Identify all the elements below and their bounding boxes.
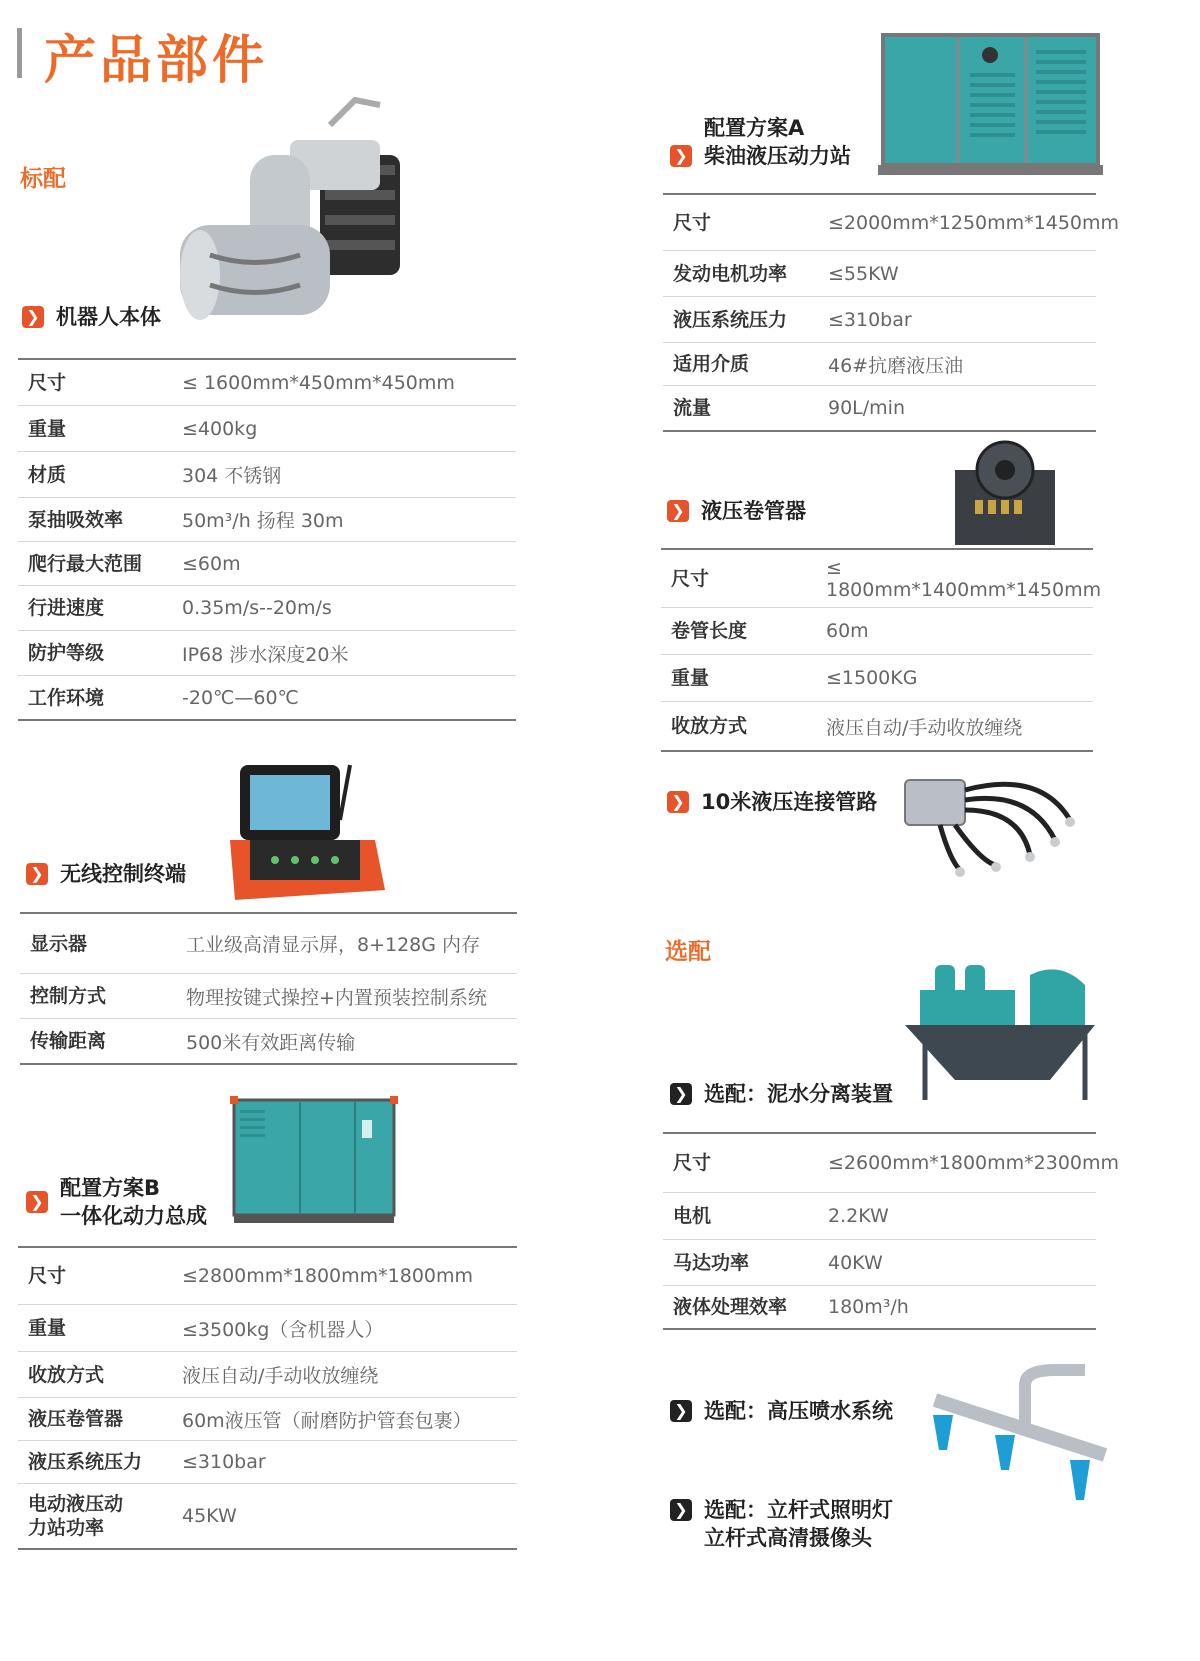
table-row bbox=[661, 702, 1093, 750]
hose-heading bbox=[667, 788, 877, 816]
spec-key: 尺寸 bbox=[28, 1265, 67, 1287]
spec-key bbox=[18, 1492, 182, 1540]
reel-title: 液压卷管器 bbox=[701, 499, 806, 523]
spec-key: 尺寸 bbox=[671, 567, 710, 590]
spray-title: 选配：高压喷水系统 bbox=[704, 1399, 893, 1423]
table-row bbox=[20, 974, 517, 1019]
spec-key: 发动电机功率 bbox=[673, 262, 788, 285]
spec-value: ≤55KW bbox=[828, 262, 899, 285]
table-row bbox=[18, 1441, 517, 1484]
spec-key: 液体处理效率 bbox=[673, 1296, 788, 1318]
spec-value: ≤3500kg（含机器人） bbox=[182, 1318, 384, 1341]
table-row bbox=[18, 631, 516, 676]
spec-key: 显示器 bbox=[30, 932, 88, 955]
spec-value: ≤310bar bbox=[828, 308, 912, 331]
chevron-right-icon: ❯ bbox=[667, 791, 689, 813]
table-row bbox=[18, 586, 516, 631]
table-row bbox=[18, 1305, 517, 1352]
spec-key: 传输距离 bbox=[30, 1030, 107, 1052]
spray-heading bbox=[670, 1397, 893, 1425]
spec-value: 0.35m/s--20m/s bbox=[182, 597, 332, 619]
mud-water-separator-image bbox=[900, 955, 1100, 1105]
plan-a-spec-table bbox=[663, 193, 1120, 432]
spec-value: ≤2600mm*1800mm*2300mm bbox=[828, 1152, 1120, 1174]
table-row bbox=[663, 297, 1096, 343]
plan-a-heading bbox=[670, 114, 851, 170]
spec-key: 重量 bbox=[28, 1317, 67, 1339]
chevron-right-icon: ❯ bbox=[667, 500, 689, 522]
table-row bbox=[18, 452, 516, 498]
spec-key: 行进速度 bbox=[28, 597, 105, 619]
spec-value: IP68 涉水深度20米 bbox=[182, 643, 349, 666]
table-row bbox=[663, 251, 1096, 297]
spec-key-line2: 力站功率 bbox=[28, 1517, 105, 1539]
table-row bbox=[18, 542, 516, 586]
spec-key: 收放方式 bbox=[671, 715, 748, 737]
lighting-title-line1: 选配：立杆式照明灯 bbox=[704, 1498, 893, 1522]
hose-title: 10米液压连接管路 bbox=[701, 790, 878, 814]
table-row bbox=[661, 550, 1102, 608]
wireless-title: 无线控制终端 bbox=[60, 862, 186, 886]
spec-value: ≤2800mm*1800mm*1800mm bbox=[182, 1265, 474, 1287]
table-row bbox=[663, 386, 1096, 430]
table-row bbox=[663, 1193, 1096, 1240]
lighting-heading bbox=[670, 1496, 893, 1552]
reel-spec-table bbox=[661, 548, 1102, 752]
spec-value: 40KW bbox=[828, 1251, 883, 1274]
chevron-right-icon: ❯ bbox=[26, 1191, 48, 1213]
table-row bbox=[18, 360, 516, 406]
table-row bbox=[661, 608, 1093, 655]
plan-b-spec-table bbox=[18, 1246, 517, 1550]
plan-b-title-line2: 一体化动力总成 bbox=[60, 1204, 207, 1228]
spec-key: 重量 bbox=[28, 417, 67, 440]
plan-b-heading bbox=[26, 1174, 207, 1230]
table-row bbox=[18, 676, 516, 719]
table-row bbox=[20, 914, 517, 974]
spec-value: ≤ 1800mm*1400mm*1450mm bbox=[826, 556, 1102, 601]
table-row bbox=[18, 1248, 517, 1305]
spec-value: ≤60m bbox=[182, 552, 241, 575]
plan-a-title-line2: 柴油液压动力站 bbox=[704, 144, 851, 168]
spec-key: 泵抽吸效率 bbox=[28, 508, 124, 531]
wireless-heading bbox=[26, 860, 186, 888]
separator-spec-table bbox=[663, 1132, 1120, 1330]
spec-value: -20℃—60℃ bbox=[182, 686, 299, 709]
title-accent-bar bbox=[17, 28, 22, 78]
spec-value: 液压自动/手动收放缠绕 bbox=[182, 1365, 379, 1387]
wireless-spec-table bbox=[20, 912, 517, 1065]
spec-key: 控制方式 bbox=[30, 985, 107, 1007]
chevron-right-icon: ❯ bbox=[670, 145, 692, 167]
table-row bbox=[18, 1398, 517, 1441]
spec-value: 304 不锈钢 bbox=[182, 465, 282, 487]
table-row bbox=[663, 1134, 1120, 1193]
spec-key: 卷管长度 bbox=[671, 620, 748, 642]
plan-a-title-block bbox=[704, 114, 851, 170]
spec-key: 流量 bbox=[673, 397, 712, 419]
wireless-controller-image bbox=[225, 760, 395, 905]
spec-key: 收放方式 bbox=[28, 1363, 105, 1386]
spec-value: ≤400kg bbox=[182, 417, 258, 440]
spec-key-line1: 电动液压动 bbox=[28, 1493, 124, 1515]
spec-value: 180m³/h bbox=[828, 1296, 909, 1318]
spec-key: 适用介质 bbox=[673, 353, 750, 375]
spec-key: 电机 bbox=[673, 1205, 712, 1227]
table-row bbox=[18, 498, 516, 542]
page-title: 产品部件 bbox=[44, 31, 269, 91]
spec-key: 液压卷管器 bbox=[28, 1408, 124, 1430]
optional-section-label: 选配 bbox=[665, 939, 711, 965]
spec-value: 90L/min bbox=[828, 397, 905, 419]
table-row bbox=[663, 1286, 1096, 1328]
spec-key: 防护等级 bbox=[28, 642, 105, 664]
table-row bbox=[18, 1484, 517, 1548]
spec-value: 60m液压管（耐磨防护管套包裹） bbox=[182, 1409, 472, 1432]
spec-value: 液压自动/手动收放缠绕 bbox=[826, 716, 1023, 739]
spec-value: 500米有效距离传输 bbox=[186, 1031, 356, 1054]
spec-key: 尺寸 bbox=[28, 371, 67, 394]
chevron-right-icon: ❯ bbox=[670, 1400, 692, 1422]
plan-b-title-block bbox=[60, 1174, 207, 1230]
table-row bbox=[663, 343, 1096, 386]
standard-section-label: 标配 bbox=[20, 166, 66, 192]
spec-value: ≤ 1600mm*450mm*450mm bbox=[182, 371, 455, 394]
table-row bbox=[661, 655, 1093, 702]
robot-body-title: 机器人本体 bbox=[56, 305, 161, 329]
hydraulic-hose-image bbox=[900, 760, 1080, 880]
table-row bbox=[18, 1352, 517, 1398]
reel-heading bbox=[667, 497, 806, 525]
diesel-power-station-image bbox=[878, 25, 1103, 180]
spec-key: 尺寸 bbox=[673, 1152, 712, 1174]
table-row bbox=[20, 1019, 517, 1063]
spec-value: 2.2KW bbox=[828, 1205, 889, 1227]
spec-key: 重量 bbox=[671, 667, 710, 689]
plan-a-title-line1: 配置方案A bbox=[704, 116, 805, 140]
table-row bbox=[663, 195, 1120, 251]
robot-body-heading bbox=[22, 303, 161, 331]
spec-value: ≤310bar bbox=[182, 1451, 266, 1473]
chevron-right-icon: ❯ bbox=[26, 863, 48, 885]
integrated-power-unit-image bbox=[230, 1090, 400, 1225]
chevron-right-icon: ❯ bbox=[670, 1499, 692, 1521]
spec-key: 液压系统压力 bbox=[673, 308, 788, 331]
robot-body-image bbox=[180, 95, 430, 335]
chevron-right-icon: ❯ bbox=[670, 1083, 692, 1105]
spec-value: 工业级高清显示屏，8+128G 内存 bbox=[186, 934, 481, 956]
spec-value: 50m³/h 扬程 30m bbox=[182, 510, 344, 532]
plan-b-title-line1: 配置方案B bbox=[60, 1176, 161, 1200]
spec-value: ≤1500KG bbox=[826, 667, 918, 689]
table-row bbox=[18, 406, 516, 452]
spec-key: 工作环境 bbox=[28, 686, 105, 709]
hydraulic-reel-image bbox=[950, 440, 1060, 550]
high-pressure-spray-image bbox=[925, 1360, 1115, 1525]
spec-key: 材质 bbox=[28, 463, 67, 486]
separator-heading bbox=[670, 1080, 893, 1108]
separator-title: 选配：泥水分离装置 bbox=[704, 1082, 893, 1106]
spec-key: 尺寸 bbox=[673, 211, 712, 234]
spec-value: 46#抗磨液压油 bbox=[828, 354, 964, 377]
spec-value: 物理按键式操控+内置预装控制系统 bbox=[186, 986, 487, 1009]
spec-key: 爬行最大范围 bbox=[28, 552, 143, 575]
chevron-right-icon: ❯ bbox=[22, 306, 44, 328]
robot-spec-table bbox=[18, 358, 516, 721]
lighting-title-block bbox=[704, 1496, 893, 1552]
spec-key: 液压系统压力 bbox=[28, 1451, 143, 1473]
table-row bbox=[663, 1240, 1096, 1286]
spec-value: 60m bbox=[826, 620, 869, 642]
spec-value: 45KW bbox=[182, 1505, 237, 1527]
spec-value: ≤2000mm*1250mm*1450mm bbox=[828, 211, 1120, 234]
lighting-title-line2: 立杆式高清摄像头 bbox=[704, 1526, 872, 1550]
spec-key: 马达功率 bbox=[673, 1251, 750, 1274]
